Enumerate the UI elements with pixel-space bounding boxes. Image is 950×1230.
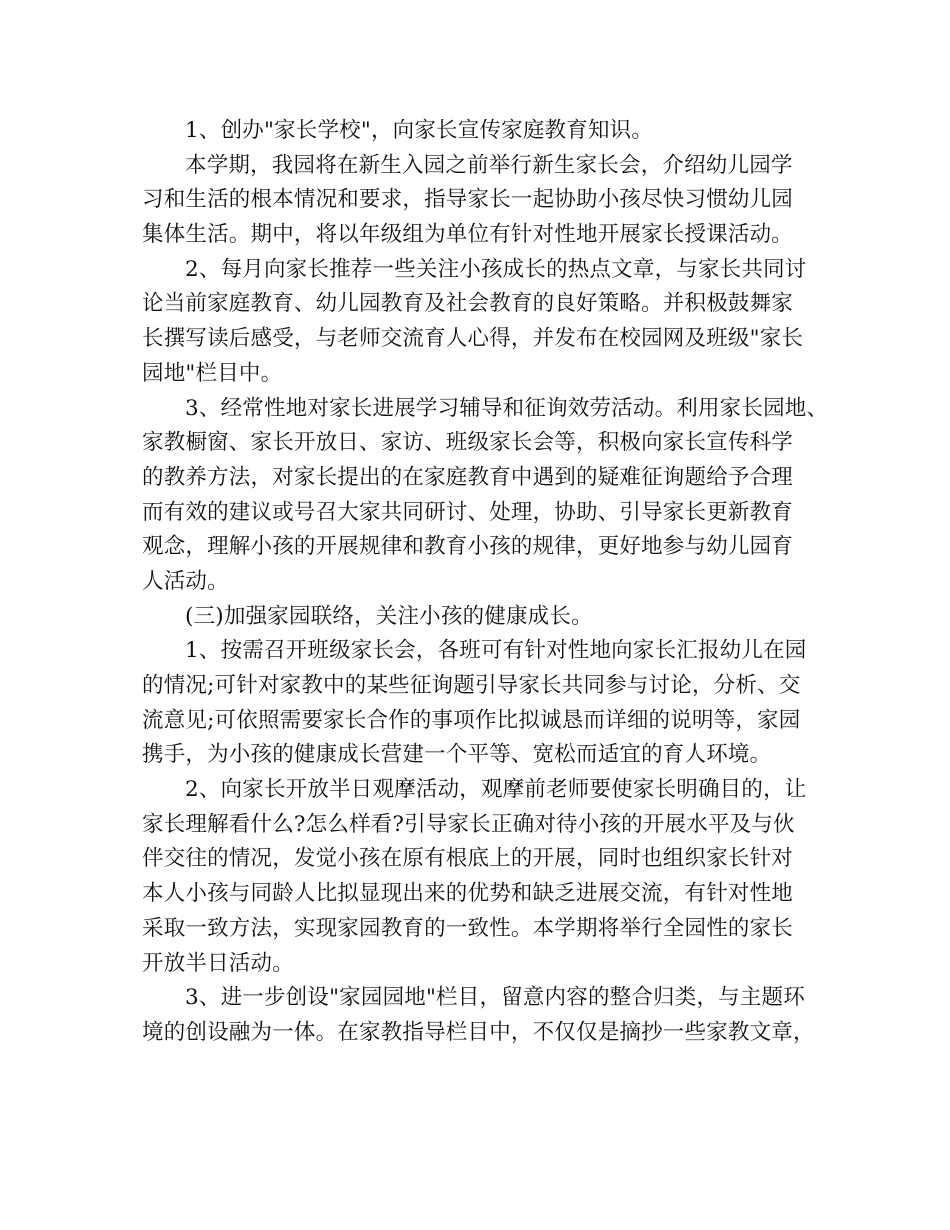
paragraph-line: 3、经常性地对家长进展学习辅导和征询效劳活动。利用家长园地、 bbox=[185, 395, 829, 421]
section-heading: (三)加强家园联络，关注小孩的健康成长。 bbox=[185, 603, 593, 629]
paragraph-line: 园地"栏目中。 bbox=[142, 360, 283, 386]
paragraph-line: 长撰写读后感受，与老师交流育人心得，并发布在校园网及班级"家长 bbox=[142, 326, 804, 352]
paragraph-line: 本人小孩与同龄人比拟显现出来的优势和缺乏进展交流，有针对性地 bbox=[142, 881, 794, 907]
paragraph-line: 2、每月向家长推荐一些关注小孩成长的热点文章，与家长共同讨 bbox=[185, 256, 807, 282]
paragraph-line: 家教橱窗、家长开放日、家访、班级家长会等，积极向家长宣传科学 bbox=[142, 430, 794, 456]
paragraph-line: 流意见;可依照需要家长合作的事项作比拟诚恳而详细的说明等，家园 bbox=[142, 707, 801, 733]
paragraph-heading-1: 1、创办"家长学校"，向家长宣传家庭教育知识。 bbox=[185, 118, 654, 143]
paragraph-line: 集体生活。期中，将以年级组为单位有针对性地开展家长授课活动。 bbox=[142, 222, 794, 248]
paragraph-line: 伴交往的情况，发觉小孩在原有根底上的开展，同时也组织家长针对 bbox=[142, 846, 794, 872]
paragraph-line: 的教养方法，对家长提出的在家庭教育中遇到的疑难征询题给予合理 bbox=[142, 464, 794, 490]
paragraph-line: 家长理解看什么?怎么样看?引导家长正确对待小孩的开展水平及与伙 bbox=[142, 811, 795, 837]
paragraph-line: 开放半日活动。 bbox=[142, 950, 294, 976]
paragraph-line: 采取一致方法，实现家园教育的一致性。本学期将举行全园性的家长 bbox=[142, 915, 794, 941]
paragraph-line: 2、向家长开放半日观摩活动，观摩前老师要使家长明确目的，让 bbox=[185, 777, 807, 803]
paragraph-line: 人活动。 bbox=[142, 568, 229, 594]
paragraph-line: 境的创设融为一体。在家教指导栏目中，不仅仅是摘抄一些家教文章， bbox=[142, 1019, 815, 1045]
paragraph-line: 论当前家庭教育、幼儿园教育及社会教育的良好策略。并积极鼓舞家 bbox=[142, 291, 794, 317]
paragraph-line: 习和生活的根本情况和要求，指导家长一起协助小孩尽快习惯幼儿园 bbox=[142, 187, 794, 213]
paragraph-line: 观念，理解小孩的开展规律和教育小孩的规律，更好地参与幼儿园育 bbox=[142, 534, 794, 560]
paragraph-line: 本学期，我园将在新生入园之前举行新生家长会，介绍幼儿园学 bbox=[185, 152, 793, 178]
paragraph-line: 的情况;可针对家教中的某些征询题引导家长共同参与讨论，分析、交 bbox=[142, 673, 801, 698]
paragraph-line: 3、进一步创设"家园园地"栏目，留意内容的整合归类，与主题环 bbox=[185, 985, 805, 1011]
paragraph-line: 携手，为小孩的健康成长营建一个平等、宽松而适宜的育人环境。 bbox=[142, 742, 772, 768]
paragraph-line: 而有效的建议或号召大家共同研讨、处理，协助、引导家长更新教育 bbox=[142, 499, 794, 525]
document-body bbox=[142, 114, 829, 1051]
paragraph-line: 1、按需召开班级家长会，各班可有针对性地向家长汇报幼儿在园 bbox=[185, 638, 807, 664]
